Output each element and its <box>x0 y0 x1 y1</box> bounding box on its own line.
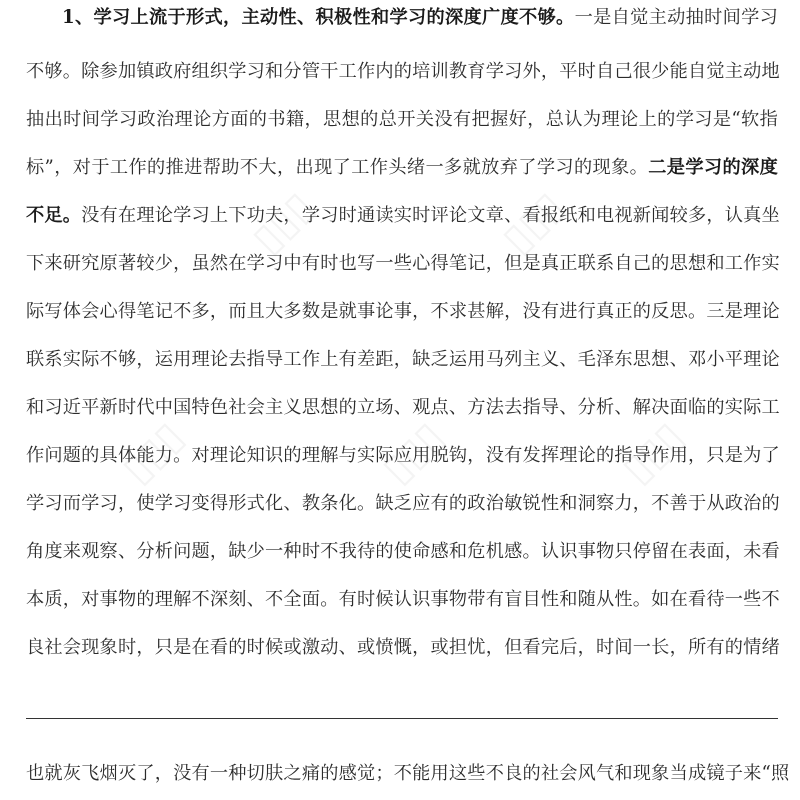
paragraph-line <box>26 586 778 614</box>
text-run: 不够。除参加镇政府组织学习和分管干工作内的培训教育学习外，平时自己很少能自觉主动地 <box>26 61 780 82</box>
text-run: 联系实际不够，运用理论去指导工作上有差距，缺乏运用马列主义、毛泽东思想、邓小平理论 <box>26 349 780 370</box>
paragraph-line <box>26 346 778 374</box>
text-run: 也就灰飞烟灭了，没有一种切肤之痛的感觉；不能用这些不良的社会风气和现象当成镜子来“照 <box>26 763 790 784</box>
text-run: 角度来观察、分析问题，缺少一种时不我待的使命感和危机感。认识事物只停留在表面，未看 <box>26 541 780 562</box>
bold-phrase: 不足。 <box>26 205 82 226</box>
text-run: 下来研究原著较少，虽然在学习中有时也写一些心得笔记，但是真正联系自己的思想和工作实 <box>26 253 780 274</box>
paragraph-line <box>26 538 778 566</box>
watermark: ▯▯▯ <box>373 413 453 493</box>
paragraph-line <box>26 490 778 518</box>
text-run: 没有在理论学习上下功夫，学习时通读实时评论文章、看报纸和电视新闻较多，认真坐 <box>81 205 780 226</box>
paragraph-line <box>26 202 778 230</box>
text-run: 际写体会心得笔记不多，而且大多数是就事论事，不求甚解，没有进行真正的反思。三是理论 <box>26 301 780 322</box>
watermark: ▯▯▯ <box>113 413 193 493</box>
bold-phrase: 二是学习的深度 <box>648 157 778 178</box>
next-page-line <box>26 760 790 788</box>
text-run: 本质，对事物的理解不深刻、不全面。有时候认识事物带有盲目性和随从性。如在看待一些不 <box>26 589 780 610</box>
paragraph-line <box>62 4 778 32</box>
text-run: 作问题的具体能力。对理论知识的理解与实际应用脱钩，没有发挥理论的指导作用，只是为了 <box>26 445 780 466</box>
page-break-divider <box>26 718 778 719</box>
text-run: 学习而学习，使学习变得形式化、教条化。缺乏应有的政治敏锐性和洞察力，不善于从政治的 <box>26 493 780 514</box>
paragraph-line <box>26 106 778 134</box>
section-heading: 1、学习上流于形式，主动性、积极性和学习的深度广度不够。 <box>62 7 575 28</box>
text-run: 良社会现象时，只是在看的时候或激动、或愤慨，或担忧，但看完后，时间一长，所有的情绪 <box>26 637 780 658</box>
watermark: ▯▯▯ <box>243 183 323 263</box>
paragraph-line <box>26 58 778 86</box>
paragraph-line <box>26 250 778 278</box>
watermark: ▯▯▯ <box>493 183 573 263</box>
paragraph-line <box>26 394 778 422</box>
watermark: ▯▯▯ <box>613 413 693 493</box>
text-run: 抽出时间学习政治理论方面的书籍，思想的总开关没有把握好，总认为理论上的学习是“软指 <box>26 109 778 130</box>
text-run: 和习近平新时代中国特色社会主义思想的立场、观点、方法去指导、分析、解决面临的实际工 <box>26 397 780 418</box>
text-run: 一是自觉主动抽时间学习 <box>574 7 779 28</box>
paragraph-line <box>26 442 778 470</box>
text-run: 标”，对于工作的推进帮助不大，出现了工作头绪一多就放弃了学习的现象。 <box>26 157 649 178</box>
paragraph-line <box>26 634 778 662</box>
paragraph-line <box>26 154 778 182</box>
paragraph-line <box>26 298 778 326</box>
